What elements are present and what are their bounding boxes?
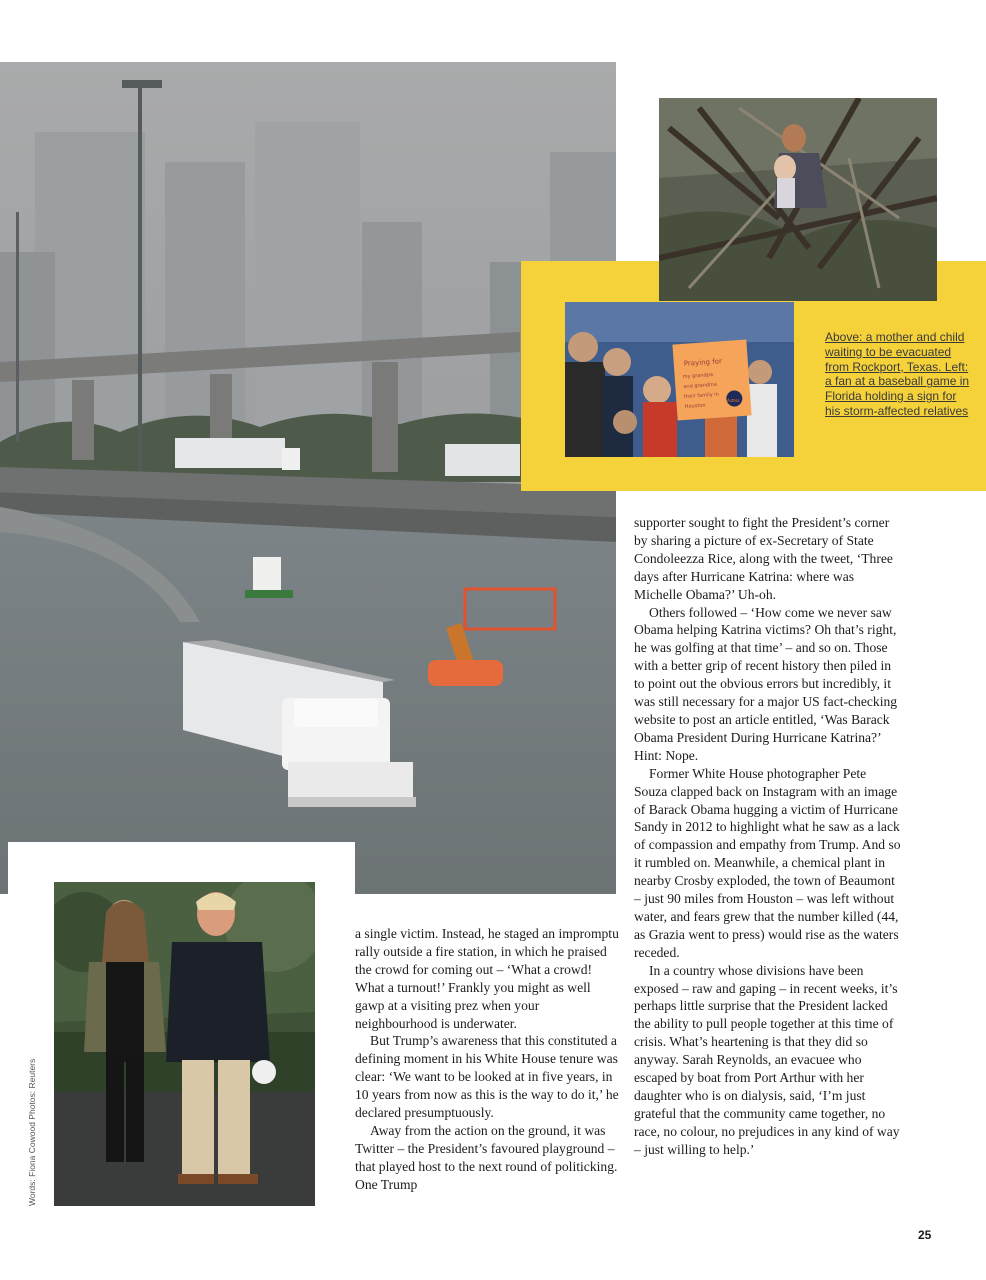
- paragraph: supporter sought to fight the President’s corner by sharing a picture of ex-Secretary of State Condoleezza Rice, along with the tweet, ‘Three days after Hurricane Katrina: where was Michelle Obama?’ Uh-oh.: [634, 515, 893, 602]
- paragraph: Away from the action on the ground, it was Twitter – the President’s favoured playground – that played host to the next round of politicking. One Trump: [355, 1122, 618, 1192]
- photo-caption: Above: a mother and child waiting to be evacuated from Rockport, Texas. Left: a fan at a baseball game in Florida holding a sign for his storm-affected relatives: [825, 330, 970, 418]
- fan-sign-line-3: and grandma: [683, 381, 718, 391]
- paragraph: Others followed – ‘How come we never saw Obama helping Katrina victims? Oh that’s right, he was golfing at that time’ – and so on. Those with a better grip of recent history then piled in to point out the obvious errors but incredibly, it was still necessary for a major US fact-checking website to post an article entitled, ‘Was Barack Obama President During Hurricane Katrina?’ Hint: Nope.: [634, 604, 898, 763]
- page-number: 25: [918, 1228, 932, 1242]
- photo-credit: Words: Fiona Cowood Photos: Reuters: [27, 1058, 37, 1206]
- fan-sign-line-2: my grandpa: [682, 371, 714, 381]
- article-column-middle: [355, 925, 620, 1194]
- article-column-right: [634, 514, 902, 1159]
- mother-child-photo: [659, 98, 937, 301]
- fan-sign-line-5: Houston: [684, 402, 706, 410]
- fan-sign-line-4: their family in: [683, 391, 720, 400]
- baseball-fan-photo: [565, 302, 794, 457]
- fan-sign-logo: Astros: [727, 398, 740, 403]
- paragraph: Former White House photographer Pete Souza clapped back on Instagram with an image of Barack Obama hugging a victim of Hurricane Sandy in 2012 to highlight what he saw as a lack of compassion and empathy from Trump. And so it rumbled on. Meanwhile, a chemical plant in nearby Crosby exploded, the town of Beaumont – just 90 miles from Houston – was left without water, and fears grew that the number killed (44, as Grazia went to press) would rise as the waters receded.: [634, 765, 901, 960]
- paragraph: In a country whose divisions have been exposed – raw and gaping – in recent weeks, it’s perhaps little surprise that the President lacked the ability to pull people together at this time of crisis. What’s heartening is that they did so anyway. Sarah Reynolds, an evacuee who escaped by boat from Port Arthur with her daughter who is on dialysis, said, ‘I’m just grateful that the community came together, no race, no colour, no prejudices in any kind of way – just willing to help.’: [634, 962, 900, 1157]
- paragraph: But Trump’s awareness that this constituted a defining moment in his White House tenure was clear: ‘We want to be looked at in five years, in 10 years from now as this is the way to do it,’ he declared presumptuously.: [355, 1033, 619, 1121]
- fan-sign-line-1: Praying for: [683, 357, 723, 368]
- paragraph: a single victim. Instead, he staged an impromptu rally outside a fire station, in which he praised the crowd for coming out – ‘What a crowd! What a turnout!’ Frankly you might as well gawp at a visiting prez when your neighbourhood is underwater.: [355, 926, 619, 1031]
- trump-photo: [54, 882, 315, 1206]
